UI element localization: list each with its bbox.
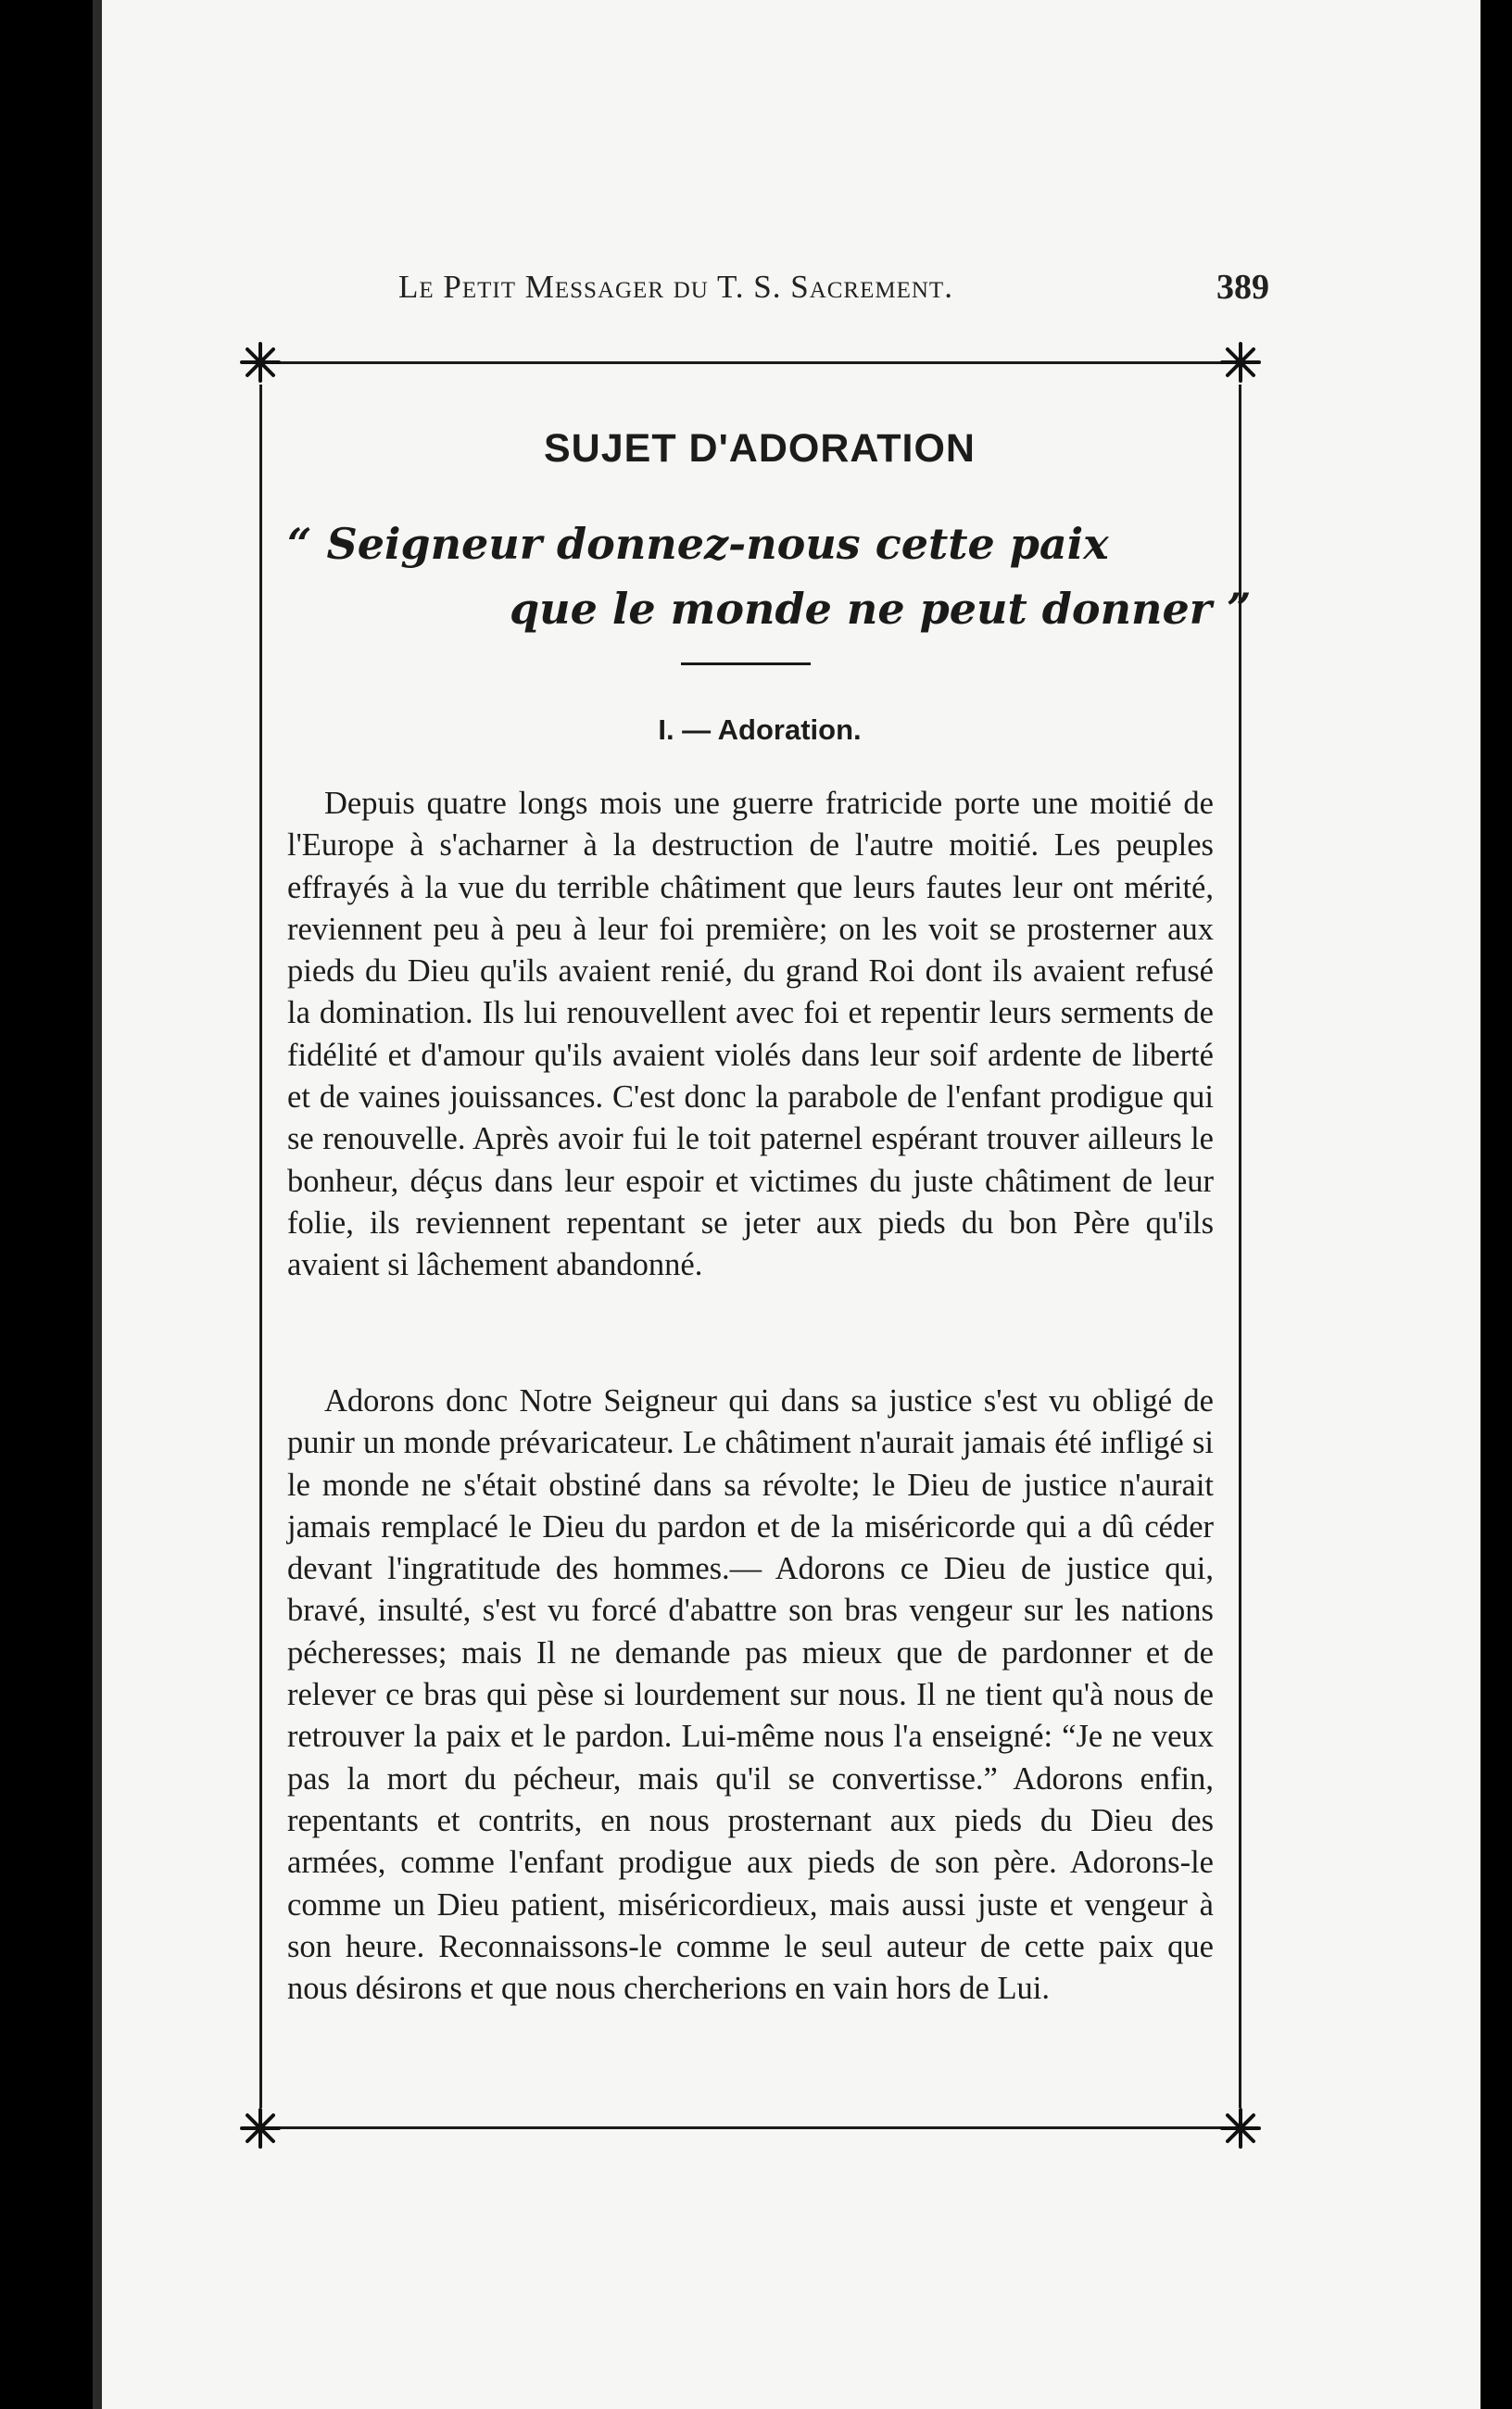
title-divider bbox=[681, 662, 811, 665]
frame-left-rule bbox=[259, 385, 262, 2108]
article-title: SUJET D'ADORATION bbox=[543, 426, 976, 471]
frame-top-rule bbox=[278, 361, 1223, 364]
paragraph: Adorons donc Notre Seigneur qui dans sa justice s'est vu obligé de punir un monde prévaricateur. Le châtiment n'aurait jamais été infligé si le monde ne s'était obstiné dans sa révolte; le Dieu de justice n'aurait jamais remplacé le Dieu du pardon et de la miséricorde qui a dû céder devant l'ingratitude des hommes.— Adorons ce Dieu de justice qui, bravé, insulté, s'est vu forcé d'abattre son bras vengeur sur les nations pécheresses; mais Il ne demande pas mieux que de pardonner et de relever ce bras qui pèse si lourdement sur nous. Il ne tient qu'à nous de retrouver la paix et le pardon. Lui-même nous l'a enseigné: “Je ne veux pas la mort du pécheur, mais qu'il se convertisse.” Adorons enfin, repentants et contrits, en nous prosternant aux pieds du Dieu des armées, comme l'enfant prodigue aux pieds de son père. Adorons-le comme un Dieu patient, miséricordieux, mais aussi juste et vengeur à son heure. Reconnaissons-le comme le seul auteur de cette paix que nous désirons et que nous chercherions en vain hors de Lui. bbox=[287, 1383, 1214, 2007]
frame-bottom-rule bbox=[278, 2126, 1223, 2129]
asterisk-flower-icon bbox=[239, 2107, 282, 2150]
section-heading: I. — Adoration. bbox=[658, 713, 862, 746]
epigraph-line-2: que le monde ne peut donner ” bbox=[510, 584, 1252, 634]
running-header bbox=[389, 269, 1269, 315]
paragraph: Depuis quatre longs mois une guerre fratricide porte une moitié de l'Europe à s'acharner à la destruction de l'autre moitié. Les peuples effrayés à la vue du terrible châtiment que leurs fautes leur ont mérité, reviennent peu à peu à leur foi première; on les voit se prosterner aux pieds du Dieu qu'ils avaient renié, du grand Roi dont ils avaient refusé la domination. Ils lui renouvellent avec foi et repentir leurs serments de fidélité et d'amour qu'ils avaient violés dans leur soif ardente de liberté et de vaines jouissances. C'est donc la parabole de l'enfant prodigue qui se renouvelle. Après avoir fui le toit paternel espérant trouver ailleurs le bonheur, déçus dans leur espoir et victimes du juste châtiment de leur folie, ils reviennent repentant se jeter aux pieds du bon Père qu'ils avaient si lâchement abandonné. bbox=[287, 786, 1214, 1283]
running-title: Le Petit Messager du T. S. Sacrement. bbox=[398, 269, 953, 305]
asterisk-flower-icon bbox=[1219, 341, 1262, 384]
epigraph-line-1: “ Seigneur donnez-nous cette paix bbox=[287, 519, 1109, 569]
frame-right-rule bbox=[1239, 385, 1241, 2108]
asterisk-flower-icon bbox=[239, 341, 282, 384]
asterisk-flower-icon bbox=[1219, 2107, 1262, 2150]
page-number: 389 bbox=[1216, 268, 1269, 307]
